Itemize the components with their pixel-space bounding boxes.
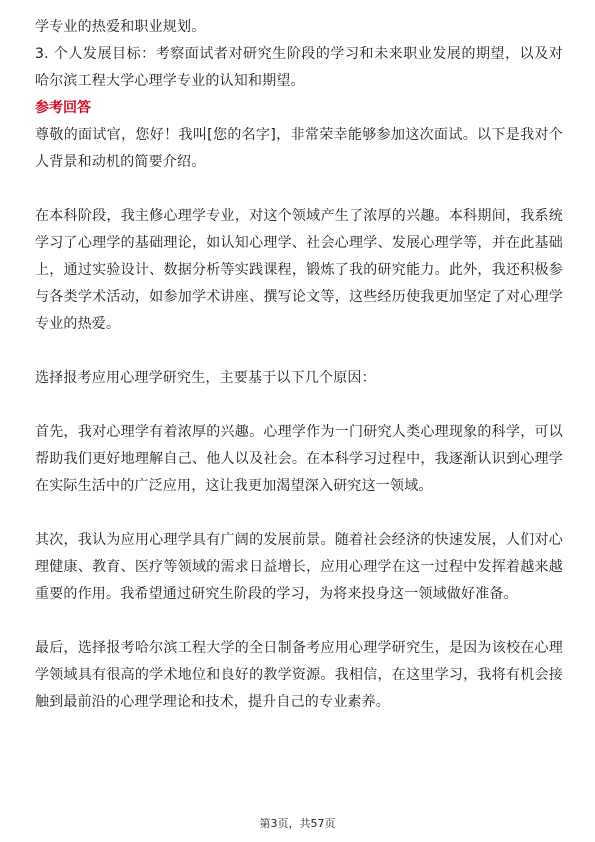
reasons-intro-paragraph: 选择报考应用心理学研究生，主要基于以下几个原因： [35, 370, 376, 386]
intro-tail-text: 学专业的热爱和职业规划。 [35, 19, 206, 35]
paragraph-spacer [35, 338, 563, 365]
document-body [35, 14, 563, 716]
point-3-text: 3. 个人发展目标：考察面试者对研究生阶段的学习和未来职业发展的期望，以及对哈尔滨工程大学心理学专业的认知和期望。 [35, 46, 563, 89]
answer-heading: 参考回答 [35, 100, 91, 116]
reason-2-paragraph: 其次，我认为应用心理学具有广阔的发展前景。随着社会经济的快速发展，人们对心理健康、教育、医疗等领域的需求日益增长，应用心理学在这一过程中发挥着越来越重要的作用。我希望通过研究生阶段的学习，为将来投身这一领域做好准备。 [35, 532, 563, 602]
page-number-footer: 第3页，共57页 [259, 817, 336, 830]
paragraph-spacer [35, 176, 563, 203]
greeting-paragraph: 尊敬的面试官，您好！我叫[您的名字]，非常荣幸能够参加这次面试。以下是我对个人背景和动机的简要介绍。 [35, 127, 563, 170]
paragraph-spacer [35, 608, 563, 635]
reason-1-paragraph: 首先，我对心理学有着浓厚的兴趣。心理学作为一门研究人类心理现象的科学，可以帮助我们更好地理解自己、他人以及社会。在本科学习过程中，我逐渐认识到心理学在实际生活中的广泛应用，这让我更加渴望深入研究这一领域。 [35, 424, 563, 494]
paragraph-spacer [35, 392, 563, 419]
undergrad-paragraph: 在本科阶段，我主修心理学专业，对这个领域产生了浓厚的兴趣。本科期间，我系统学习了心理学的基础理论，如认知心理学、社会心理学、发展心理学等，并在此基础上，通过实验设计、数据分析等实践课程，锻炼了我的研究能力。此外，我还积极参与各类学术活动，如参加学术讲座、撰写论文等，这些经历使我更加坚定了对心理学专业的热爱。 [35, 208, 563, 332]
reason-3-paragraph: 最后，选择报考哈尔滨工程大学的全日制备考应用心理学研究生，是因为该校在心理学领域具有很高的学术地位和良好的教学资源。我相信，在这里学习，我将有机会接触到最前沿的心理学理论和技术，提升自己的专业素养。 [35, 640, 563, 710]
paragraph-spacer [35, 500, 563, 527]
